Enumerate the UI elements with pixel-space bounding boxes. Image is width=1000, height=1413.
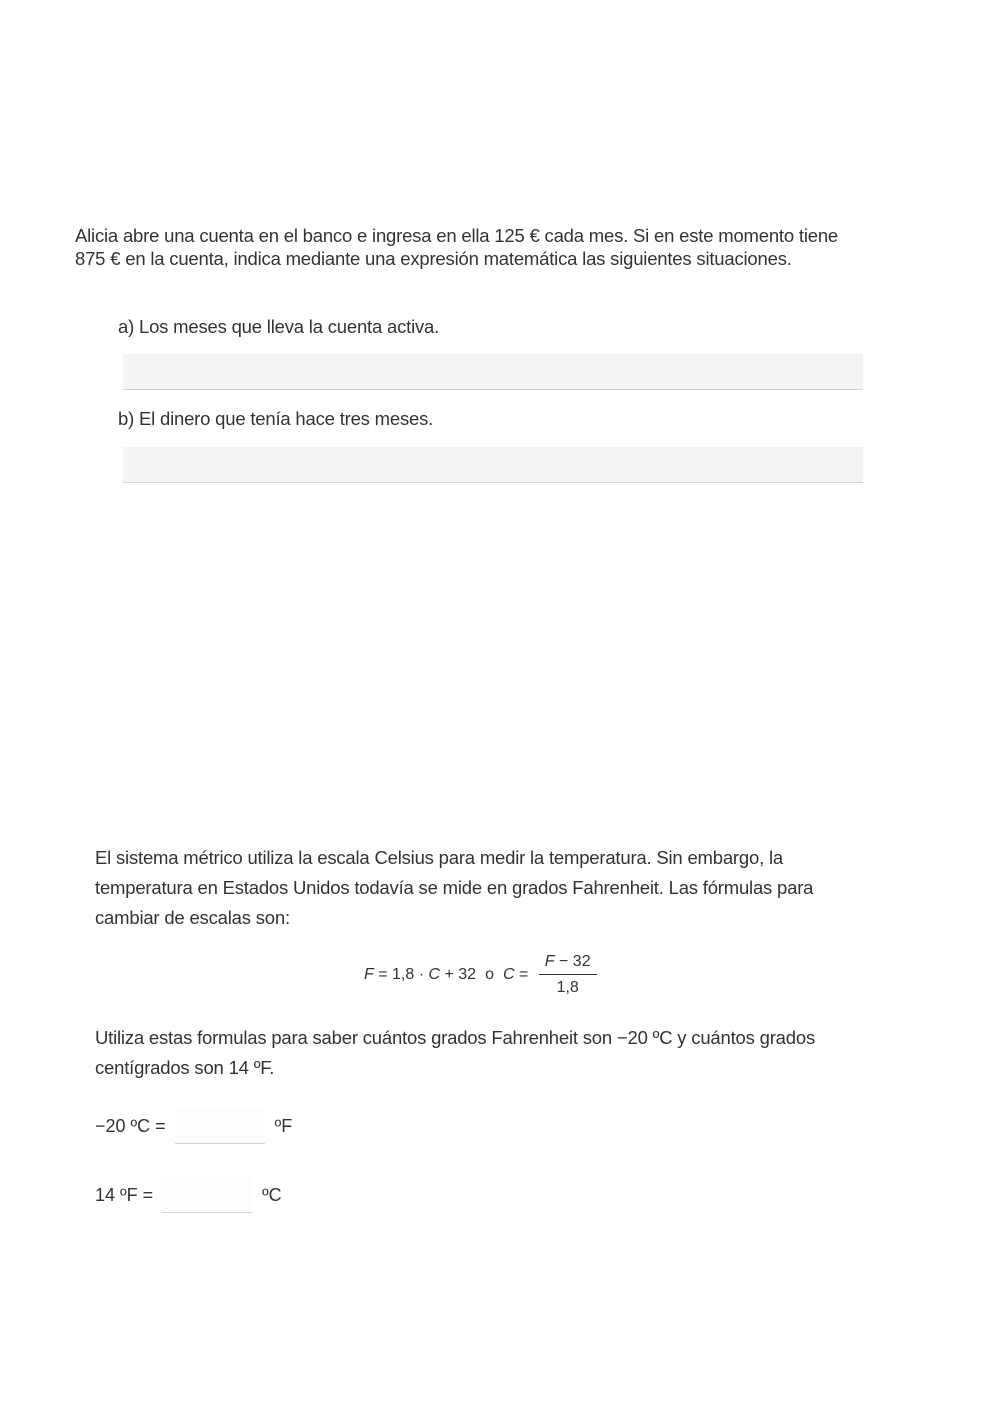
formula-f-rhs-pre: = 1,8 · — [373, 966, 429, 983]
formula-c-var2: C — [502, 966, 515, 983]
problem2-intro: El sistema métrico utiliza la escala Celsius para medir la temperatura. Sin embargo, la temperatura en Estados Unidos todavía se mide en grados Fahrenheit. Las fórmulas para cambiar de escalas son: — [95, 847, 814, 928]
answer-a-input[interactable] — [123, 354, 863, 390]
conversion2-input[interactable] — [162, 1177, 252, 1213]
fraction-denominator: 1,8 — [556, 979, 579, 996]
numerator-var: F — [544, 953, 555, 970]
question-b: b) El dinero que tenía hace tres meses. — [118, 408, 434, 429]
conversion-row-1 — [95, 1108, 292, 1144]
formula-fraction — [539, 952, 597, 998]
formula-f-rhs-post: + 32 — [440, 966, 477, 983]
conversion1-input[interactable] — [175, 1108, 265, 1144]
conversion1-label: −20 ºC = — [95, 1116, 166, 1136]
question-a: a) Los meses que lleva la cuenta activa. — [118, 316, 440, 337]
conversion2-label: 14 ºF = — [95, 1185, 154, 1205]
fraction-numerator — [539, 952, 597, 975]
formula-connector: o — [485, 966, 494, 983]
formula-c-var: C — [428, 966, 441, 983]
formula-f-var: F — [364, 966, 374, 983]
conversion2-unit: ºC — [262, 1185, 282, 1205]
formula-eq: = — [514, 966, 533, 983]
numerator-rest: − 32 — [554, 953, 591, 970]
conversion-formula — [364, 950, 597, 1000]
answer-b-input[interactable] — [123, 447, 863, 483]
conversion1-unit: ºF — [274, 1116, 293, 1136]
problem2-instruction: Utiliza estas formulas para saber cuántos grados Fahrenheit son −20 ºC y cuántos grados centígrados son 14 ºF. — [95, 1027, 815, 1078]
problem1-statement: Alicia abre una cuenta en el banco e ingresa en ella 125 € cada mes. Si en este momento tiene 875 € en la cuenta, indica mediante una expresión matemática las siguientes situaciones. — [75, 225, 839, 269]
conversion-row-2 — [95, 1177, 282, 1213]
